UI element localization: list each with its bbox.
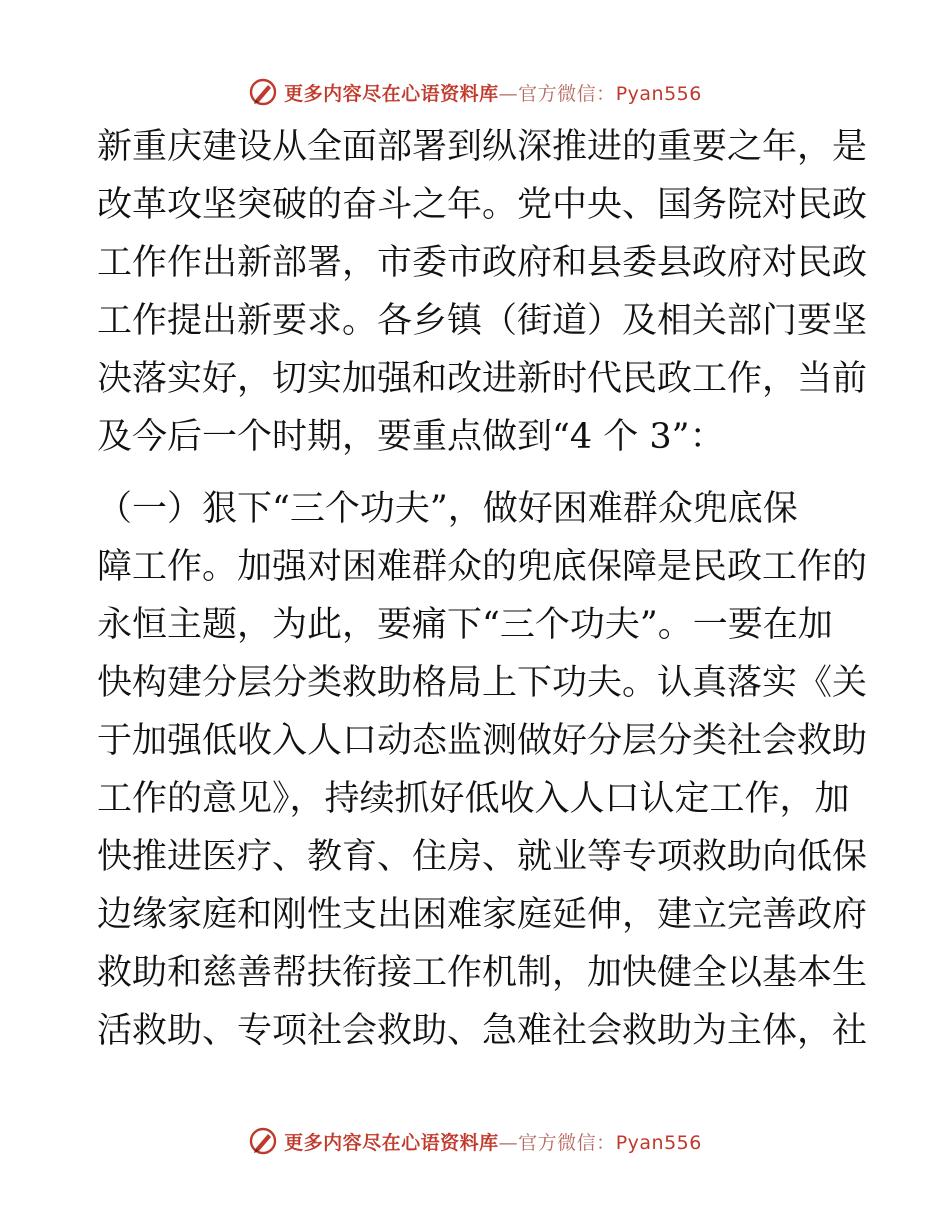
text-line: 工作作出新部署，市委市政府和县委县政府对民政: [97, 243, 868, 283]
banner-wechat-label: 官方微信：: [518, 82, 616, 105]
banner-wechat-id: Pyan556: [615, 1131, 702, 1154]
text-line: 改革攻坚突破的奋斗之年。党中央、国务院对民政: [97, 185, 868, 225]
banner-separator: —: [498, 82, 519, 105]
header-banner: [0, 72, 950, 112]
text-line: 救助和慈善帮扶衔接工作机制，加快健全以基本生: [97, 953, 868, 993]
banner-wechat-label: 官方微信：: [518, 1131, 616, 1154]
section-heading-line: （一）狠下“三个功夫”，做好困难群众兜底保: [97, 489, 798, 529]
banner-text: [284, 1128, 702, 1155]
banner-brand: 更多内容尽在心语资料库: [284, 1131, 499, 1154]
text-line: 快推进医疗、教育、住房、就业等专项救助向低保: [97, 837, 868, 877]
banner-text: [284, 79, 702, 106]
text-line: 于加强低收入人口动态监测做好分层分类社会救助: [97, 721, 868, 761]
pen-logo-icon: [248, 1126, 278, 1156]
text-line: 决落实好，切实加强和改进新时代民政工作，当前: [97, 359, 868, 399]
banner-separator: —: [498, 1131, 519, 1154]
pen-logo-icon: [248, 77, 278, 107]
text-line: 障工作。加强对困难群众的兜底保障是民政工作的: [97, 547, 868, 587]
text-line: 快构建分层分类救助格局上下功夫。认真落实《关: [97, 663, 868, 703]
text-line: 工作的意见》，持续抓好低收入人口认定工作，加: [97, 779, 850, 819]
footer-banner: [0, 1121, 950, 1161]
banner-brand: 更多内容尽在心语资料库: [284, 82, 499, 105]
text-line: 工作提出新要求。各乡镇（街道）及相关部门要坚: [97, 301, 868, 341]
text-line: 新重庆建设从全面部署到纵深推进的重要之年，是: [97, 127, 868, 167]
document-body: [97, 118, 868, 1060]
text-line: 活救助、专项社会救助、急难社会救助为主体，社: [97, 1011, 868, 1051]
banner-wechat-id: Pyan556: [615, 82, 702, 105]
paragraph-gap: [97, 466, 857, 480]
text-line: 及今后一个时期，要重点做到“4 个 3”：: [97, 417, 725, 457]
paragraph-2: [97, 480, 868, 1060]
paragraph-1: [97, 118, 868, 466]
text-line: 边缘家庭和刚性支出困难家庭延伸，建立完善政府: [97, 895, 868, 935]
text-line: 永恒主题，为此，要痛下“三个功夫”。一要在加: [97, 605, 833, 645]
